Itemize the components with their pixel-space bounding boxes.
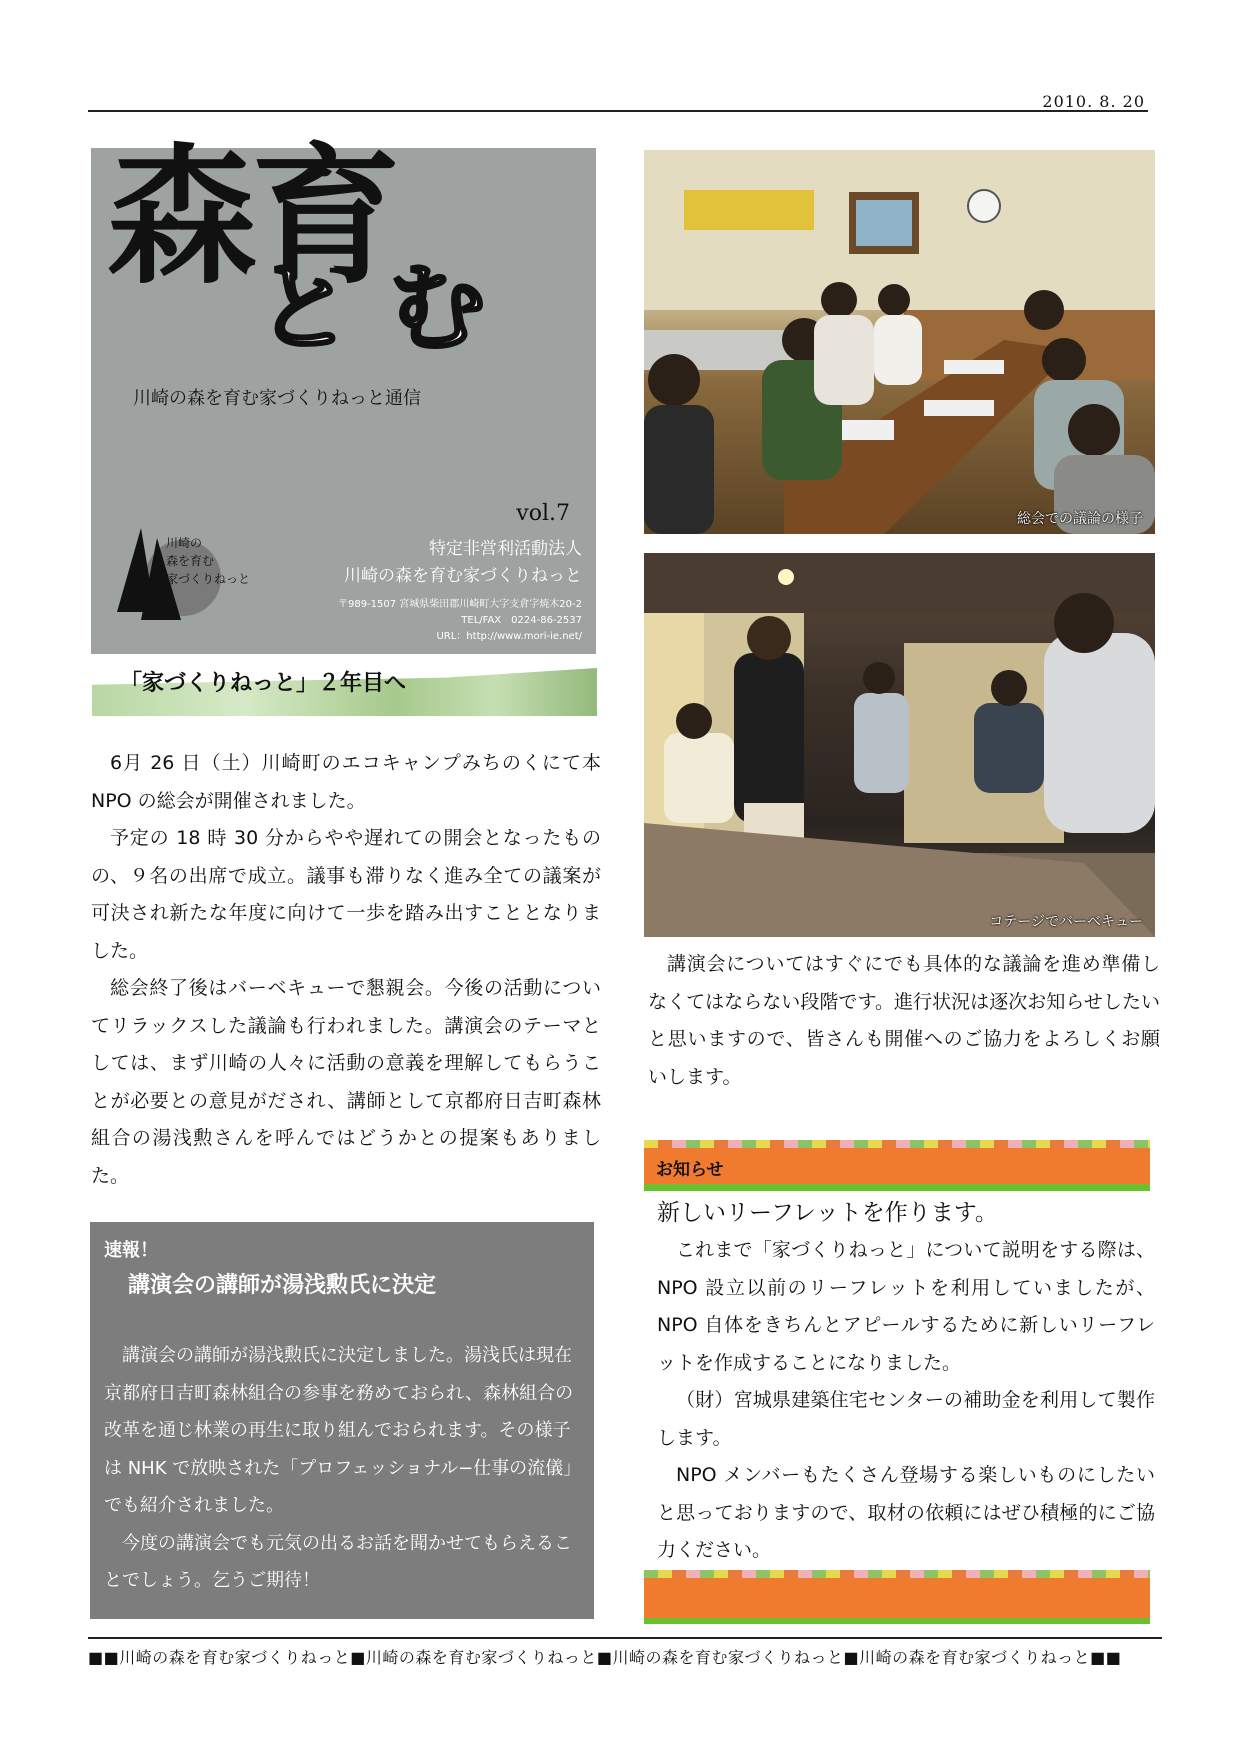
photo-caption: 総会での議論の様子 xyxy=(1017,511,1143,527)
volume-number: vol.7 xyxy=(516,501,570,526)
article-paragraph: 総会終了後はバーベキューで懇親会。今後の活動についてリラックスした議論も行われました。講演会のテーマとしては、まず川崎の人々に活動の意義を理解してもらうことが必要との意見がだされ、講師として京都府日吉町森林組合の湯浅勲さんを呼んではどうかとの提案もありました。 xyxy=(91,977,601,1187)
news-flash-label: 速報！ xyxy=(104,1240,158,1261)
top-rule xyxy=(88,110,1148,112)
notice-stripe xyxy=(644,1140,1150,1148)
notice-stripe xyxy=(644,1570,1150,1578)
news-flash-title: 講演会の講師が湯浅勲氏に決定 xyxy=(128,1273,437,1298)
article-paragraph: 6月 26 日（土）川崎町のエコキャンプみちのくにて本 NPO の総会が開催されました。 xyxy=(91,752,601,812)
notice-paragraph: NPO メンバーもたくさん登場する楽しいものにしたいと思っておりますので、取材の依頼にはぜひ積極的にご協力ください。 xyxy=(657,1464,1155,1561)
issue-date: 2010. 8. 20 xyxy=(1042,92,1145,111)
news-flash-paragraph: 今度の講演会でも元気の出るお話を聞かせてもらえることでしょう。乞うご期待！ xyxy=(104,1532,572,1591)
page-footer: ■■川崎の森を育む家づくりねっと■川崎の森を育む家づくりねっと■川崎の森を育む家づくりねっと■川崎の森を育む家づくりねっと■■ xyxy=(88,1648,1122,1667)
notice-paragraph: これまで「家づくりねっと」について説明をする際は、NPO 設立以前のリーフレットを利用していましたが、NPO 自体をきちんとアピールするために新しいリーフレットを作成することになりました。 xyxy=(657,1239,1155,1374)
news-flash-body xyxy=(104,1337,582,1600)
article-paragraph: 講演会についてはすぐにでも具体的な議論を進め準備しなくてはならない段階です。進行状況は逐次お知らせしたいと思いますので、皆さんも開催へのご協力をよろしくお願いします。 xyxy=(648,953,1160,1088)
notice-paragraph: （財）宮城県建築住宅センターの補助金を利用して製作します。 xyxy=(657,1389,1155,1449)
section-heading: 「家づくりねっと」２年目へ xyxy=(120,671,407,696)
logo-kanji: 森育 xyxy=(107,129,396,305)
bottom-rule xyxy=(88,1637,1162,1639)
notice-title: 新しいリーフレットを作ります。 xyxy=(657,1200,998,1226)
notice-green-line xyxy=(644,1618,1150,1624)
newsletter-subtitle: 川崎の森を育む家づくりねっと通信 xyxy=(133,388,421,409)
npo-address: 〒989-1507 宮城県柴田郡川崎町大字支倉字焼木20-2 xyxy=(337,599,582,610)
masthead xyxy=(91,129,596,654)
notice-body xyxy=(657,1232,1155,1570)
photo-caption: コテージでバーベキュー xyxy=(989,914,1143,930)
logo-kana: と む xyxy=(256,251,488,364)
logo-mark-text: 川崎の 森を育む 家づくりねっと xyxy=(166,536,251,586)
meeting-scene-icon xyxy=(644,150,1155,534)
bbq-photo xyxy=(644,553,1155,937)
notice-green-line xyxy=(644,1184,1150,1191)
npo-url: URL：http://www.mori-ie.net/ xyxy=(436,631,582,642)
notice-label: お知らせ xyxy=(656,1160,724,1180)
article-continuation xyxy=(648,946,1160,1096)
notice-footer-bar xyxy=(644,1578,1150,1618)
npo-tel: TEL/FAX 0224-86-2537 xyxy=(461,615,582,626)
npo-name: 川崎の森を育む家づくりねっと xyxy=(344,566,582,586)
meeting-photo xyxy=(644,150,1155,534)
notice-header-bar xyxy=(644,1148,1150,1184)
bbq-scene-icon xyxy=(644,553,1155,937)
news-flash-box xyxy=(90,1222,594,1619)
article-paragraph: 予定の 18 時 30 分からやや遅れての開会となったものの、９名の出席で成立。議事も滞りなく進み全ての議案が可決され新たな年度に向けて一歩を踏み出すこととなりました。 xyxy=(91,827,601,962)
main-article xyxy=(91,745,601,1195)
npo-type: 特定非営利活動法人 xyxy=(429,539,582,559)
news-flash-paragraph: 講演会の講師が湯浅勲氏に決定しました。湯浅氏は現在京都府日吉町森林組合の参事を務めておられ、森林組合の改革を通じ林業の再生に取り組んでおられます。その様子は NHK で放映された「プロフェッショナル−仕事の流儀」でも紹介されました。 xyxy=(104,1345,582,1516)
